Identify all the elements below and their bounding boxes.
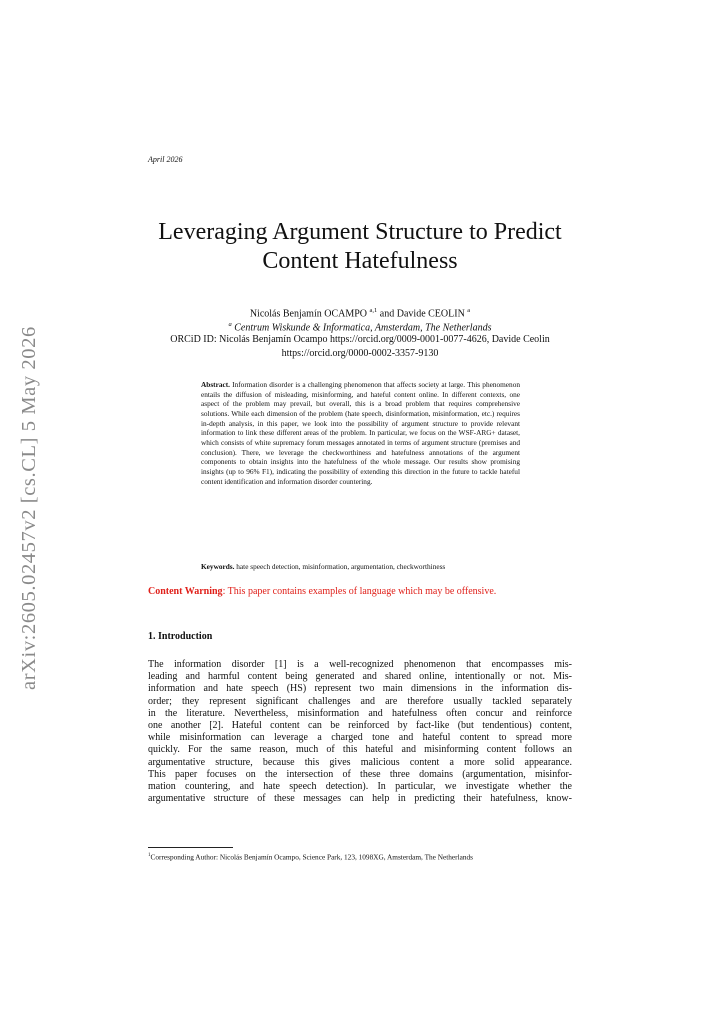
body-line: information and hate speech (HS) represent two main dimensions in the information dis- <box>148 683 572 695</box>
paper-title: Leveraging Argument Structure to Predict Content Hatefulness <box>158 219 562 274</box>
body-line: while misinformation can leverage a charged tone and hateful content to spread more <box>148 732 572 744</box>
affiliation-mark: a <box>228 321 232 328</box>
footnote-mark: 1 <box>148 853 151 858</box>
author-affiliation-mark: a,1 <box>369 307 378 314</box>
orcid-line: ORCiD ID: Nicolás Benjamín Ocampo https://orcid.org/0009-0001-0077-4626, Davide Ceolin https://orcid.org/0000-0002-3357-9130 <box>170 334 550 359</box>
abstract <box>201 380 520 486</box>
abstract-label: Abstract. <box>201 380 230 389</box>
publication-date: April 2026 <box>148 155 183 164</box>
body-line: This paper focuses on the intersection of these three domains (argumentation, misinfor- <box>148 768 572 780</box>
author-name: Davide CEOLIN <box>396 308 465 320</box>
footnote-rule <box>148 847 233 848</box>
arxiv-identifier: arXiv:2605.02457v2 [cs.CL] 5 May 2026 <box>18 326 40 690</box>
author-conjunction: and <box>377 308 397 320</box>
footnote <box>148 851 572 862</box>
footnote-text: Corresponding Author: Nicolás Benjamín Ocampo, Science Park, 123, 1098XG, Amsterdam, The Netherlands <box>150 852 473 862</box>
content-warning-text: : This paper contains examples of language which may be offensive. <box>222 586 497 597</box>
affiliation-text: Centrum Wiskunde & Informatica, Amsterdam, The Netherlands <box>234 322 492 334</box>
body-line: in the literature. Nevertheless, misinformation and hatefulness often concur and reinforce <box>148 707 572 719</box>
keywords-label: Keywords. <box>201 562 235 571</box>
author-affiliation-mark: a <box>467 307 471 314</box>
introduction-body <box>148 659 572 805</box>
author-name: Nicolás Benjamín OCAMPO <box>249 308 368 320</box>
body-line: The information disorder [1] is a well-recognized phenomenon that encompasses mis- <box>148 659 572 670</box>
keywords <box>201 562 531 572</box>
section-heading: 1. Introduction <box>148 631 213 642</box>
body-line: quickly. For the same reason, much of this hateful and misinforming content follows an <box>148 744 572 756</box>
affiliation <box>148 318 572 334</box>
abstract-text: Information disorder is a challenging phenomenon that affects society at large. This phenomenon entails the diffusion of misleading, misinforming, and hateful content online. In different contexts, one aspect of the problem may prevail, but overall, this is a broad problem that requires comprehensive solutions. While each dimension of the problem (hate speech, disinformation, misinformation, etc.) requires in-depth analysis, in this paper, we look into the possibility of argument structure to provide relevant information to link these different areas of the problem. In particular, we focus on the WSF-ARG+ dataset, which consists of white supremacy forum messages annotated in terms of argument structure (premises and conclusion). There, we leverage the checkworthiness and hatefulness annotations of the argument components to obtain insights into the hatefulness of the whole message. Our results show promising insights (up to 96% F1), indicating the possibility of extending this direction in the future to tackle hateful content identification and information disorder countering. <box>201 380 520 486</box>
keywords-text: hate speech detection, misinformation, argumentation, checkworthiness <box>236 562 446 571</box>
body-line: order; they represent significant challenges and are therefore usually tackled separately <box>148 695 572 707</box>
content-warning <box>148 586 588 597</box>
body-line: leading and harmful content being generated and shared online, intentionally or not. Mis- <box>148 671 572 683</box>
body-line: one another [2]. Hateful content can be reinforced by fact-like (but tendentious) content, <box>148 719 572 731</box>
body-line: mation countering, and hate speech detection). In particular, we investigate whether the <box>148 780 572 792</box>
body-line: argumentative structure, because this gives malicious content a more solid appearance. <box>148 756 572 768</box>
content-warning-label: Content Warning <box>148 586 223 597</box>
body-line: argumentative structure of these messages can help in predicting their hatefulness, know- <box>148 793 572 805</box>
